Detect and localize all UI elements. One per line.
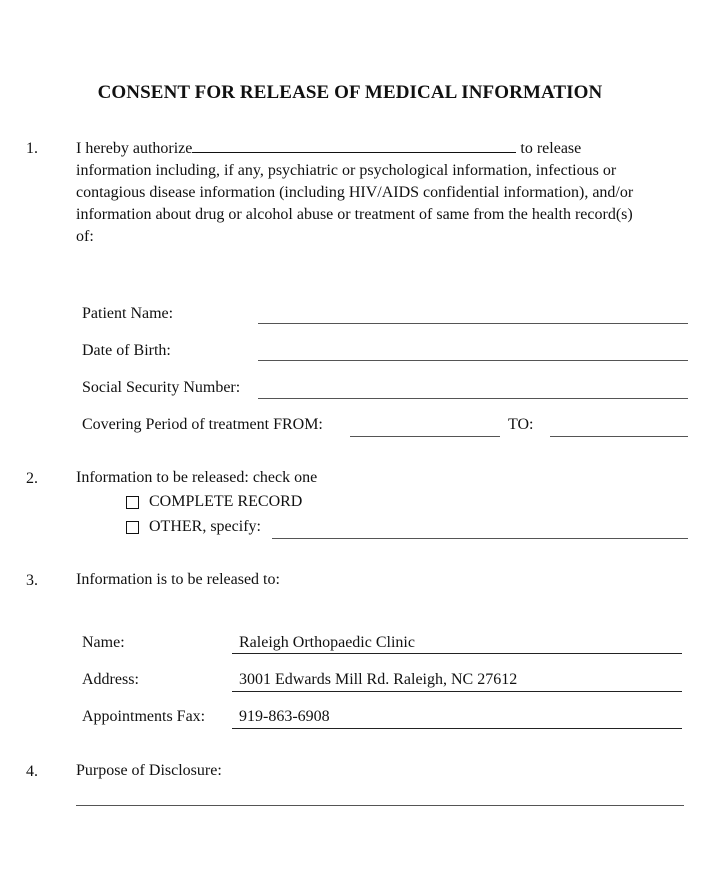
other-checkbox[interactable] bbox=[126, 521, 139, 534]
recipient-name-value: Raleigh Orthopaedic Clinic bbox=[239, 634, 415, 651]
paragraph-line: contagious disease information (including HIV/AIDS confidential information), and/or bbox=[76, 184, 634, 201]
section-2-label: Information to be released: check one bbox=[76, 469, 318, 486]
other-specify-field[interactable] bbox=[272, 538, 688, 539]
authorize-prefix: I hereby authorize bbox=[76, 140, 193, 157]
paragraph-line: information including, if any, psychiatric or psychological information, infectious or bbox=[76, 162, 617, 179]
period-from-field[interactable] bbox=[350, 436, 500, 437]
paragraph-line: of: bbox=[76, 228, 94, 245]
section-1-paragraph bbox=[76, 138, 676, 248]
section-4-label: Purpose of Disclosure: bbox=[76, 762, 222, 779]
period-to-label: TO: bbox=[508, 416, 534, 433]
authorize-line bbox=[76, 138, 676, 160]
authorize-suffix: to release bbox=[520, 140, 582, 157]
section-4-number: 4. bbox=[26, 763, 38, 780]
date-of-birth-field[interactable] bbox=[258, 360, 688, 361]
section-1-number: 1. bbox=[26, 140, 38, 157]
recipient-address-value: 3001 Edwards Mill Rd. Raleigh, NC 27612 bbox=[239, 671, 518, 688]
complete-record-checkbox[interactable] bbox=[126, 496, 139, 509]
ssn-field[interactable] bbox=[258, 398, 688, 399]
form-title: CONSENT FOR RELEASE OF MEDICAL INFORMATION bbox=[97, 82, 603, 103]
purpose-of-disclosure-field[interactable] bbox=[76, 805, 684, 806]
other-label: OTHER, specify: bbox=[149, 518, 261, 535]
patient-name-label: Patient Name: bbox=[82, 305, 174, 322]
recipient-address-field[interactable] bbox=[232, 691, 682, 692]
section-3-number: 3. bbox=[26, 572, 38, 589]
recipient-fax-field[interactable] bbox=[232, 728, 682, 729]
period-from-label: Covering Period of treatment FROM: bbox=[82, 416, 323, 433]
period-to-field[interactable] bbox=[550, 436, 688, 437]
recipient-address-label: Address: bbox=[82, 671, 139, 688]
paragraph-line: information about drug or alcohol abuse or treatment of same from the health record(s) bbox=[76, 206, 633, 223]
recipient-name-label: Name: bbox=[82, 634, 125, 651]
recipient-fax-value: 919-863-6908 bbox=[239, 708, 330, 725]
authorized-party-field[interactable] bbox=[192, 138, 516, 153]
ssn-label: Social Security Number: bbox=[82, 379, 241, 396]
section-3-label: Information is to be released to: bbox=[76, 571, 280, 588]
complete-record-label: COMPLETE RECORD bbox=[149, 493, 303, 510]
recipient-fax-label: Appointments Fax: bbox=[82, 708, 206, 725]
recipient-name-field[interactable] bbox=[232, 653, 682, 654]
section-2-number: 2. bbox=[26, 470, 38, 487]
patient-name-field[interactable] bbox=[258, 323, 688, 324]
date-of-birth-label: Date of Birth: bbox=[82, 342, 171, 359]
